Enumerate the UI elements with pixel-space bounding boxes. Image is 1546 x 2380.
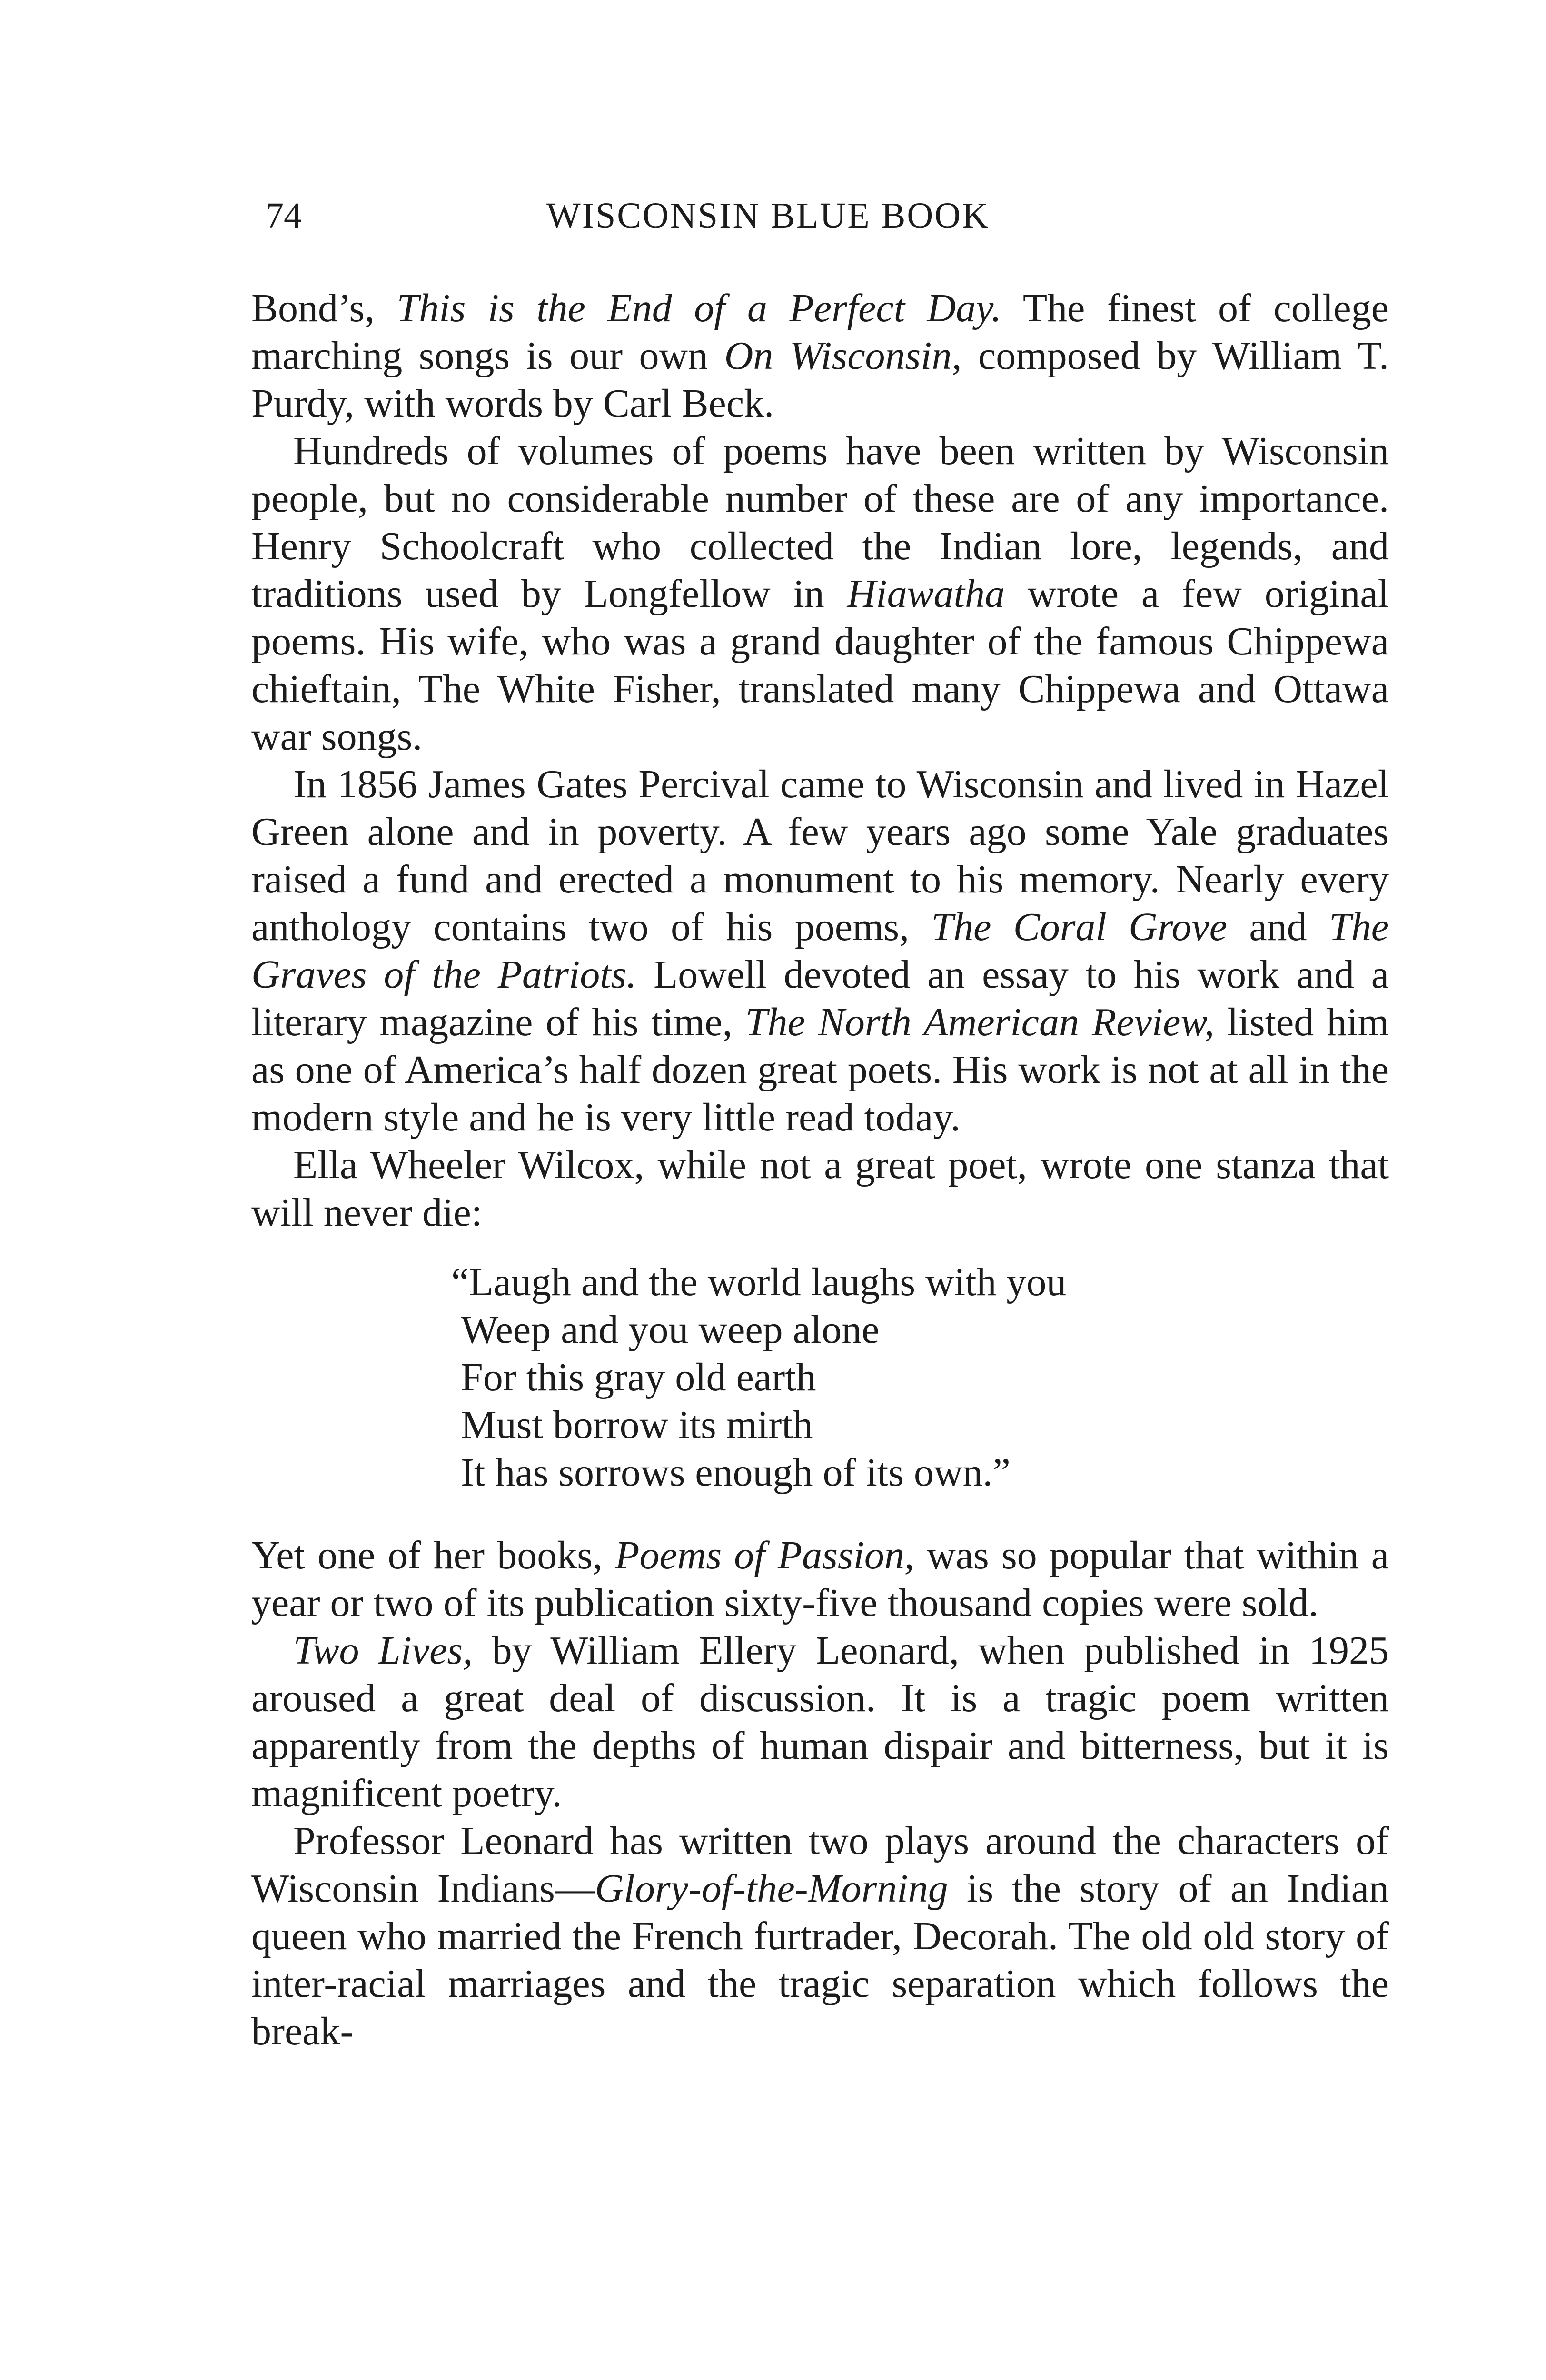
paragraph-1-text-a: Bond’s, — [251, 286, 397, 330]
poem-title-coral-grove: The Coral Grove — [931, 905, 1227, 949]
verse-line: It has sorrows enough of its own.” — [461, 1450, 1011, 1495]
paragraph-3-text-a: In 1856 James Gates Percival came to Wisconsin and lived in Hazel Green alone and in poverty. A few years ago some Yale graduates raised a fund and erected a monument to his memory. Nearly every anthology contains two of his poems, — [251, 762, 1389, 949]
song-title-on-wisconsin: On Wisconsin, — [724, 334, 962, 378]
paragraph-1 — [251, 285, 1389, 427]
body-text — [251, 285, 1389, 2055]
paragraph-3 — [251, 761, 1389, 1141]
paragraph-4 — [251, 1141, 1389, 1237]
magazine-title-north-american-review: The North American Review, — [745, 1000, 1215, 1044]
verse-line: “Laugh and the world laughs with you — [451, 1260, 1067, 1304]
paragraph-4-text-a: Ella Wheeler Wilcox, while not a great poet, wrote one stanza that will never die: — [251, 1143, 1389, 1235]
song-title-perfect-day: This is the End of a Perfect Day. — [396, 286, 1001, 330]
paragraph-2-text-b: wrote a few original poems. His wife, who was a grand daughter of the famous Chippewa chieftain, The White Fisher, translated many Chippewa and Ottawa war songs. — [251, 572, 1389, 759]
paragraph-1-text-c: composed by William T. Purdy, with words by Carl Beck. — [251, 334, 1389, 426]
verse-stanza — [451, 1259, 1389, 1497]
paragraph-5 — [251, 1532, 1389, 1627]
running-title: WISCONSIN BLUE BOOK — [546, 196, 990, 236]
paragraph-7-text-b: is the story of an Indian queen who married the French furtrader, Decorah. The old old story of inter-racial marriages and the tragic separation which follows the break- — [251, 1866, 1389, 2053]
poem-title-two-lives: Two Lives, — [293, 1628, 473, 1673]
poem-title-hiawatha: Hiawatha — [847, 572, 1005, 616]
paragraph-6-text-a: by William Ellery Leonard, when published in 1925 aroused a great deal of discussion. It is a tragic poem written apparently from the depths of human dispair and bitterness, but it is magnificent poetry. — [251, 1628, 1389, 1815]
paragraph-7-text-a: Professor Leonard has written two plays around the characters of Wisconsin Indians— — [251, 1819, 1389, 1911]
paragraph-3-text-c: Lowell devoted an essay to his work and a literary magazine of his time, — [251, 952, 1389, 1044]
running-head — [266, 189, 1398, 242]
page-number: 74 — [266, 196, 302, 236]
paragraph-1-text-b: The finest of college marching songs is our own — [251, 286, 1389, 378]
verse-line: For this gray old earth — [461, 1355, 816, 1399]
verse-line: Weep and you weep alone — [461, 1308, 880, 1352]
verse-line: Must borrow its mirth — [461, 1403, 813, 1447]
paragraph-6 — [251, 1627, 1389, 1817]
play-title-glory-of-the-morning: Glory-of-the-Morning — [595, 1866, 948, 1911]
paragraph-5-text-a: Yet one of her books, — [251, 1533, 615, 1577]
book-title-poems-of-passion: Poems of Passion, — [615, 1533, 914, 1577]
paragraph-2-text-a: Hundreds of volumes of poems have been written by Wisconsin people, but no considerable number of these are of any importance. Henry Schoolcraft who collected the Indian lore, legends, and traditions used by Longfellow in — [251, 429, 1389, 616]
paragraph-5-text-b: was so popular that within a year or two of its publication sixty-five thousand copies were sold. — [251, 1533, 1389, 1625]
paragraph-2 — [251, 427, 1389, 761]
paragraph-3-text-d: listed him as one of America’s half dozen great poets. His work is not at all in the modern style and he is very little read today. — [251, 1000, 1389, 1140]
paragraph-3-text-b: and — [1227, 905, 1329, 949]
poem-title-graves-of-patriots: The Graves of the Patriots. — [251, 905, 1389, 997]
paragraph-7 — [251, 1817, 1389, 2055]
